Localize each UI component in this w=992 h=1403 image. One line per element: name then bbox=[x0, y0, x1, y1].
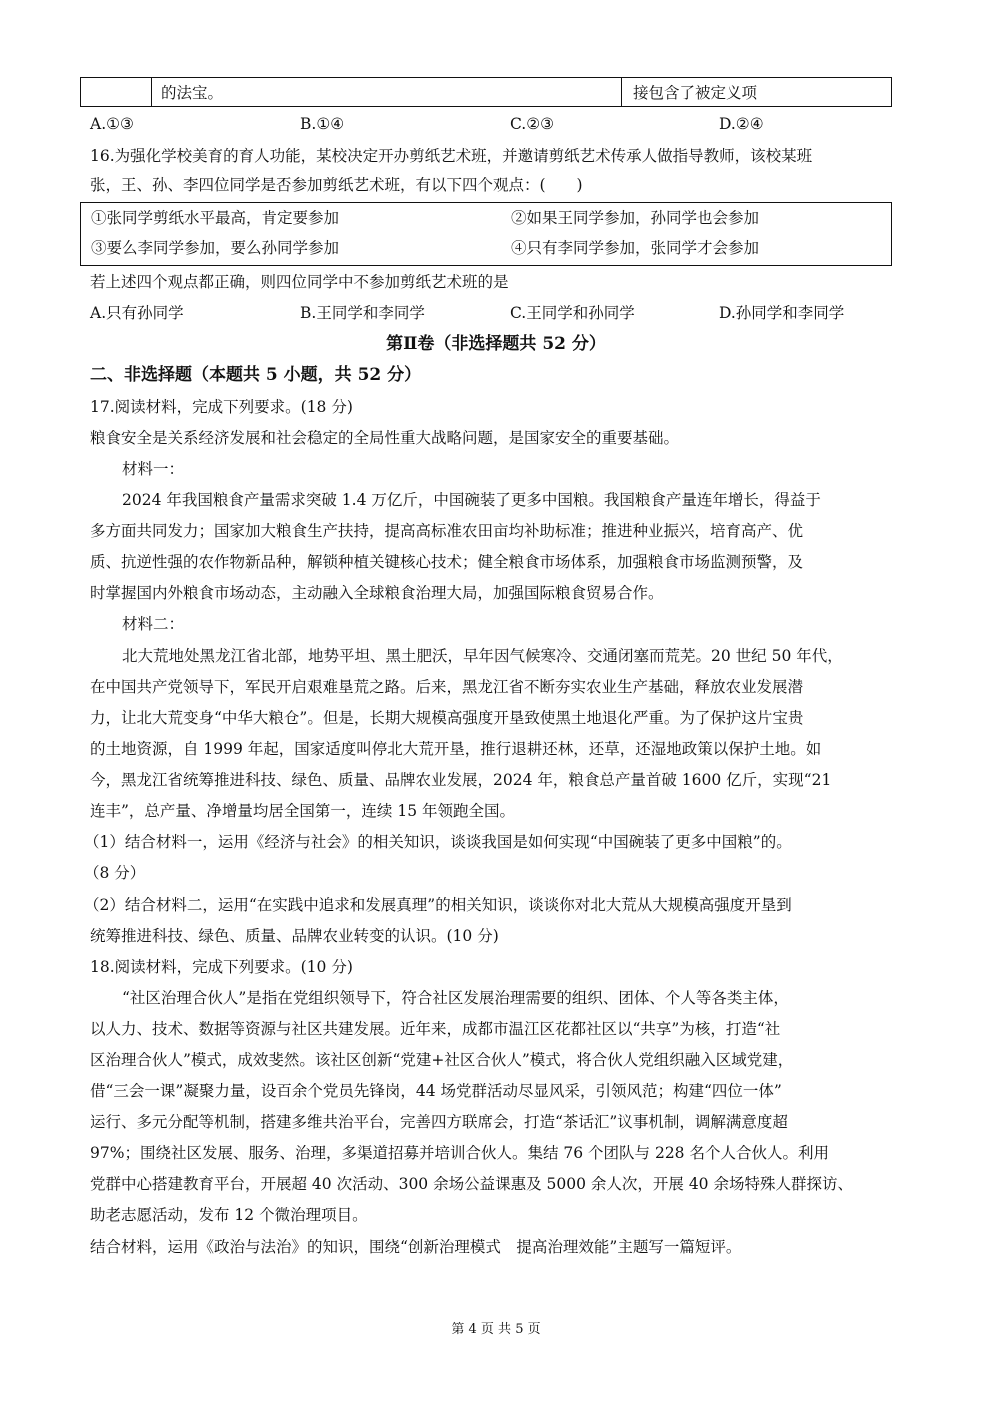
option-c: C.②③ bbox=[510, 115, 555, 133]
material-line: 北大荒地处黑龙江省北部，地势平坦、黑土肥沃，早年因气候寒冷、交通闭塞而荒芜。20 世纪 50 年代， bbox=[122, 647, 843, 665]
material-line: 党群中心搭建教育平台，开展超 40 次活动、300 余场公益课惠及 5000 余人次，开展 40 余场特殊人群探访、 bbox=[90, 1175, 853, 1193]
material-line: 以人力、技术、数据等资源与社区共建发展。近年来，成都市温江区花都社区以“共享”为核，打造“社 bbox=[90, 1020, 781, 1038]
q17-intro: 粮食安全是关系经济发展和社会稳定的全局性重大战略问题，是国家安全的重要基础。 bbox=[90, 429, 680, 447]
material-line: 今，黑龙江省统筹推进科技、绿色、质量、品牌农业发展，2024 年，粮食总产量首破 1600 亿斤，实现“21 bbox=[90, 771, 832, 789]
material-line: 时掌握国内外粮食市场动态，主动融入全球粮食治理大局，加强国际粮食贸易合作。 bbox=[90, 584, 664, 602]
q16-stem: 张，王、孙、李四位同学是否参加剪纸艺术班，有以下四个观点：( ) bbox=[90, 176, 583, 194]
option-d: D.孙同学和李同学 bbox=[719, 304, 845, 322]
material-line: 2024 年我国粮食产量需求突破 1.4 万亿斤，中国碗装了更多中国粮。我国粮食产量连年增长，得益于 bbox=[122, 491, 821, 509]
q18-task: 结合材料，运用《政治与法治》的知识，围绕“创新治理模式 提高治理效能”主题写一篇短评。 bbox=[90, 1238, 742, 1256]
material-line: 质、抗逆性强的农作物新品种，解锁种植关键核心技术；健全粮食市场体系，加强粮食市场监测预警，及 bbox=[90, 553, 804, 571]
option-a: A.只有孙同学 bbox=[90, 304, 184, 322]
page-footer: 第 4 页 共 5 页 bbox=[451, 1322, 541, 1337]
material-line: 运行、多元分配等机制，搭建多维共治平台，完善四方联席会，打造“茶话汇”议事机制，调解满意度超 bbox=[90, 1113, 788, 1131]
material-line: 多方面共同发力；国家加大粮食生产扶持，提高高标准农田亩均补助标准；推进种业振兴，培育高产、优 bbox=[90, 522, 804, 540]
material-line: 区治理合伙人”模式，成效斐然。该社区创新“党建+社区合伙人”模式，将合伙人党组织融入区域党建， bbox=[90, 1051, 794, 1069]
material-line: 力，让北大荒变身“中华大粮仓”。但是，长期大规模高强度开垦致使黑土地退化严重。为了保护这片宝贵 bbox=[90, 709, 804, 727]
material-line: 助老志愿活动，发布 12 个微治理项目。 bbox=[90, 1206, 368, 1224]
option-a: A.①③ bbox=[90, 115, 134, 133]
table-cell-text: 接包含了被定义项 bbox=[633, 84, 758, 102]
q16-views-box bbox=[80, 202, 892, 266]
q17-subquestion: （8 分） bbox=[84, 864, 146, 882]
part2-title: 第Ⅱ卷（非选择题共 52 分） bbox=[386, 334, 606, 354]
table-cell-text: 的法宝。 bbox=[161, 84, 224, 102]
view-item: ④只有李同学参加，张同学才会参加 bbox=[511, 239, 760, 257]
material-line: 借“三会一课”凝聚力量，设百余个党员先锋岗，44 场党群活动尽显风采，引领风范；构建“四位一体” bbox=[90, 1082, 782, 1100]
q17-subquestion: （1）结合材料一，运用《经济与社会》的相关知识，谈谈我国是如何实现“中国碗装了更多中国粮”的。 bbox=[84, 833, 792, 851]
q17-subquestion: 统筹推进科技、绿色、质量、品牌农业转变的认识。(10 分) bbox=[90, 927, 499, 945]
option-b: B.①④ bbox=[300, 115, 345, 133]
q18-title: 18.阅读材料，完成下列要求。(10 分) bbox=[90, 958, 353, 976]
option-d: D.②④ bbox=[719, 115, 764, 133]
material-line: “社区治理合伙人”是指在党组织领导下，符合社区发展治理需要的组织、团体、个人等各类主体， bbox=[122, 989, 789, 1007]
material-label: 材料一： bbox=[122, 460, 185, 478]
view-item: ③要么李同学参加，要么孙同学参加 bbox=[91, 239, 340, 257]
view-item: ①张同学剪纸水平最高，肯定要参加 bbox=[91, 209, 340, 227]
q15-options bbox=[90, 113, 905, 135]
q17-subquestion: （2）结合材料二，运用“在实践中追求和发展真理”的相关知识，谈谈你对北大荒从大规模高强度开垦到 bbox=[84, 896, 792, 914]
q15-table-remnant bbox=[80, 77, 892, 107]
option-b: B.王同学和李同学 bbox=[300, 304, 425, 322]
option-c: C.王同学和孙同学 bbox=[510, 304, 635, 322]
q16-options bbox=[90, 302, 905, 324]
table-divider bbox=[151, 78, 152, 106]
material-line: 97%；围绕社区发展、服务、治理，多渠道招募并培训合伙人。集结 76 个团队与 228 名个人合伙人。利用 bbox=[90, 1144, 829, 1162]
material-line: 连丰”，总产量、净增量均居全国第一，连续 15 年领跑全国。 bbox=[90, 802, 516, 820]
material-label: 材料二： bbox=[122, 615, 185, 633]
material-line: 在中国共产党领导下，军民开启艰难垦荒之路。后来，黑龙江省不断夯实农业生产基础，释放农业发展潜 bbox=[90, 678, 804, 696]
view-item: ②如果王同学参加，孙同学也会参加 bbox=[511, 209, 760, 227]
part2-heading: 二、非选择题（本题共 5 小题，共 52 分） bbox=[90, 365, 422, 385]
q17-title: 17.阅读材料，完成下列要求。(18 分) bbox=[90, 398, 353, 416]
q16-question: 若上述四个观点都正确，则四位同学中不参加剪纸艺术班的是 bbox=[90, 273, 509, 291]
material-line: 的土地资源，自 1999 年起，国家适度叫停北大荒开垦，推行退耕还林，还草，还湿地政策以保护土地。如 bbox=[90, 740, 822, 758]
q16-stem: 16.为强化学校美育的育人功能，某校决定开办剪纸艺术班，并邀请剪纸艺术传承人做指导教师，该校某班 bbox=[90, 147, 813, 165]
table-divider bbox=[621, 78, 622, 106]
